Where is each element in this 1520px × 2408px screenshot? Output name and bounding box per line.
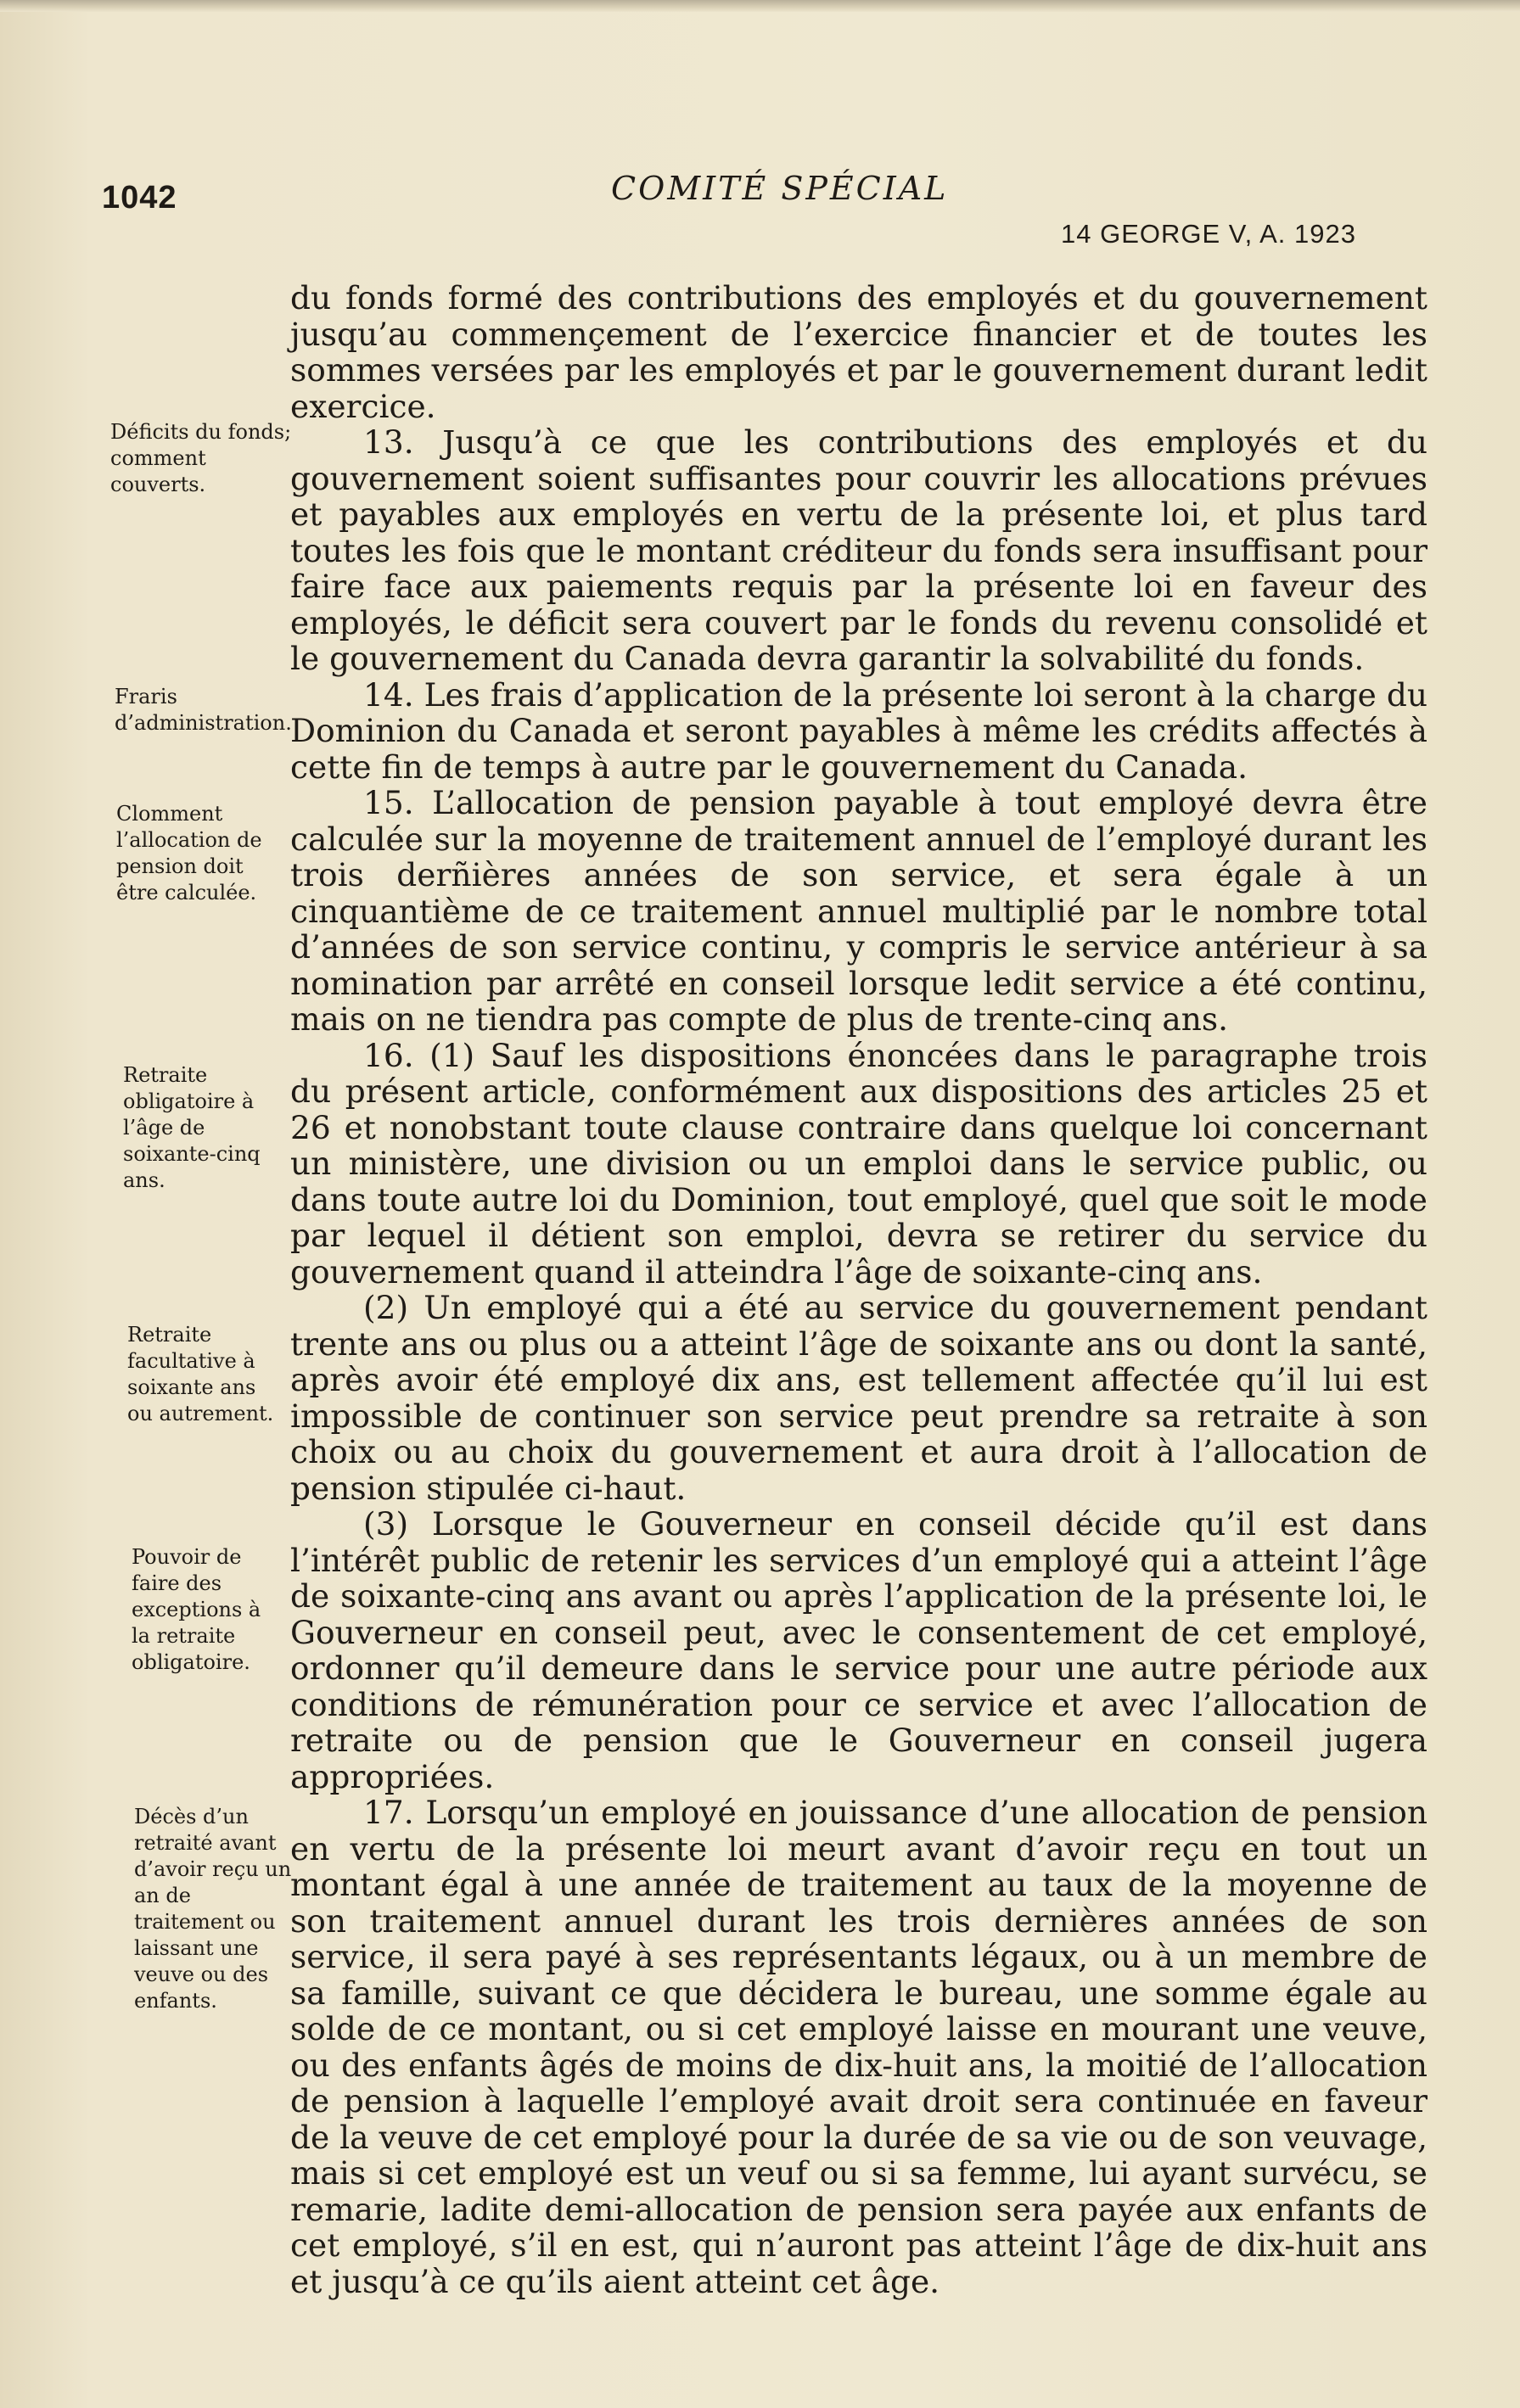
margin-note-retraite-facultative: Retraite facultative à soixante ans ou autrement. bbox=[127, 1323, 274, 1425]
paragraph-13: 13. Jusqu’à ce que les contributions des employés et du gouvernement soient suffisantes pour couvrir les allocations prévues et payables aux employés en vertu de la présente loi, et plus tard toutes les fois que le montant créditeur du fonds sera insuffisant pour faire face aux paiements requis par la présente loi en faveur des employés, le déficit sera couvert par le fonds du revenu consolidé et le gouvernement du Canada devra garantir la solvabilité du fonds. bbox=[290, 423, 1427, 677]
paragraph-continuation: du fonds formé des contributions des employés et du gouvernement jusqu’au commençement de l’exercice financier et de toutes les sommes versées par les employés et par le gouvernement durant ledit exercice. bbox=[290, 279, 1427, 425]
page-top-edge bbox=[0, 0, 1520, 12]
paragraph-16-2: (2) Un employé qui a été au service du gouvernement pendant trente ans ou plus ou a atteint l’âge de soixante ans ou dont la santé, après avoir été employé dix ans, est tellement affectée qu’il lui est impossible de continuer son service peut prendre sa retraite à son choix ou au choix du gouvernement et aura droit à l’allocation de pension stipulée ci-haut. bbox=[290, 1289, 1427, 1507]
margin-note-deces: Décès d’un retraité avant d’avoir reçu un an de traitement ou laissant une veuve ou des enfants. bbox=[134, 1805, 292, 2013]
page-number: 1042 bbox=[102, 180, 177, 216]
margin-note-frais: Fraris d’administration. bbox=[115, 685, 292, 735]
paragraph-16-3: (3) Lorsque le Gouverneur en conseil décide qu’il est dans l’intérêt public de retenir les services d’un employé qui a atteint l’âge de soixante-cinq ans avant ou après l’application de la présente loi, le Gouverneur en conseil peut, avec le consentement de cet employé, ordonner qu’il demeure dans le service pour une autre période aux conditions de rémunération pour ce service et avec l’allocation de retraite ou de pension que le Gouverneur en conseil jugera appropriées. bbox=[290, 1505, 1427, 1795]
margin-note-deficits: Déficits du fonds; comment couverts. bbox=[110, 420, 292, 496]
main-text bbox=[290, 280, 1427, 2299]
margin-note-calcul: Clomment l’allocation de pension doit être calculée. bbox=[116, 802, 262, 904]
margin-note-retraite-obligatoire: Retraite obligatoire à l’âge de soixante-cinq ans. bbox=[123, 1063, 261, 1192]
running-title: COMITÉ SPÉCIAL bbox=[611, 170, 949, 207]
margin-note-exceptions: Pouvoir de faire des exceptions à la retraite obligatoire. bbox=[132, 1545, 261, 1674]
paragraph-17: 17. Lorsqu’un employé en jouissance d’une allocation de pension en vertu de la présente loi meurt avant d’avoir reçu en tout un montant égal à une année de traitement au taux de la moyenne de son traitement annuel durant les trois dernières années de son service, il sera payé à ses représentants légaux, ou à un membre de sa famille, suivant ce que décidera le bureau, une somme égale au solde de ce montant, ou si cet employé laisse en mourant une veuve, ou des enfants âgés de moins de dix-huit ans, la moitié de l’allocation de pension à laquelle l’employé avait droit sera continuée en faveur de la veuve de cet employé pour la durée de sa vie ou de son veuvage, mais si cet employé est un veuf ou si sa femme, lui ayant survécu, se remarie, ladite demi-allocation de pension sera payée aux enfants de cet employé, s’il en est, qui n’auront pas atteint l’âge de dix-huit ans et jusqu’à ce qu’ils aient atteint cet âge. bbox=[290, 1794, 1427, 2300]
paragraph-16-1: 16. (1) Sauf les dispositions énoncées dans le paragraphe trois du présent article, conformément aux dispositions des articles 25 et 26 et nonobstant toute clause contraire dans quelque loi concernant un ministère, une division ou un emploi dans le service public, ou dans toute autre loi du Dominion, tout employé, quel que soit le mode par lequel il détient son emploi, devra se retirer du service du gouvernement quand il atteindra l’âge de soixante-cinq ans. bbox=[290, 1036, 1427, 1291]
paragraph-15: 15. L’allocation de pension payable à tout employé devra être calculée sur la moyenne de traitement annuel de l’employé durant les trois derñières années de son service, et sera égale à un cinquantième de ce traitement annuel multiplié par le nombre total d’années de son service continu, y compris le service antérieur à sa nomination par arrêté en conseil lorsque ledit service a été continu, mais on ne tiendra pas compte de plus de trente-cinq ans. bbox=[290, 784, 1427, 1038]
paragraph-14: 14. Les frais d’application de la présente loi seront à la charge du Dominion du Canada et seront payables à même les crédits affectés à cette fin de temps à autre par le gouvernement du Canada. bbox=[290, 675, 1427, 786]
session-reference: 14 GEORGE V, A. 1923 bbox=[1061, 219, 1356, 249]
